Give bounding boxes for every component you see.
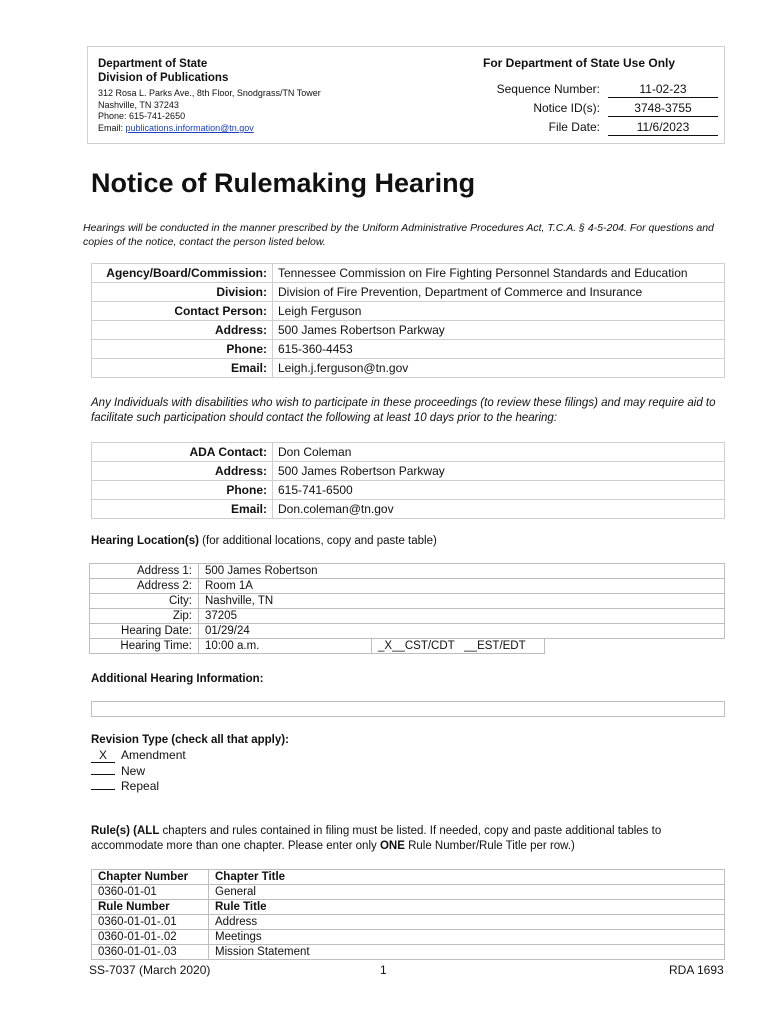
- dept-email-label: Email:: [98, 123, 124, 133]
- table-row: [90, 564, 725, 579]
- email-value: Leigh.j.ferguson@tn.gov: [273, 359, 725, 378]
- rule-title-header: Rule Title: [209, 900, 725, 915]
- loc-value: 500 James Robertson: [199, 564, 725, 579]
- table-row: [92, 481, 725, 500]
- table-row: [90, 594, 725, 609]
- chapter-number-header: Chapter Number: [92, 870, 209, 885]
- revision-checkbox[interactable]: X: [91, 748, 115, 763]
- additional-info-box: [91, 701, 725, 717]
- ada-table: [91, 442, 725, 519]
- ada-contact-value: Don Coleman: [273, 443, 725, 462]
- address-value: 500 James Robertson Parkway: [273, 321, 725, 340]
- rules-intro-a: Rule(s) (: [91, 825, 137, 837]
- rule-number: 0360-01-01-.03: [92, 945, 209, 960]
- rules-intro-all: ALL: [137, 825, 160, 837]
- use-only-title: For Department of State Use Only: [483, 56, 676, 70]
- ada-contact-key: ADA Contact:: [92, 443, 273, 462]
- loc-value: 01/29/24: [199, 624, 725, 639]
- table-row: [92, 462, 725, 481]
- table-row: [92, 321, 725, 340]
- rule-title: Mission Statement: [209, 945, 725, 960]
- agency-value: Tennessee Commission on Fire Fighting Personnel Standards and Education: [273, 264, 725, 283]
- hearing-location-title: Hearing Location(s): [91, 535, 199, 547]
- revision-checkbox[interactable]: [91, 789, 115, 790]
- loc-key: Hearing Time:: [90, 639, 199, 654]
- division-key: Division:: [92, 283, 273, 302]
- dept-email-link[interactable]: publications.information@tn.gov: [125, 123, 254, 133]
- rules-intro-c: Rule Number/Rule Title per row.): [404, 840, 575, 852]
- table-row: [92, 870, 725, 885]
- table-row: [92, 302, 725, 321]
- loc-value: Nashville, TN: [199, 594, 725, 609]
- table-row: [90, 624, 725, 639]
- loc-value: 10:00 a.m.: [199, 639, 372, 654]
- loc-key: Address 2:: [90, 579, 199, 594]
- table-row: [92, 900, 725, 915]
- revision-item: [91, 748, 186, 763]
- tz-cst: _X__CST/CDT: [378, 640, 455, 652]
- table-row: [92, 359, 725, 378]
- revision-checkbox[interactable]: [91, 774, 115, 775]
- ada-phone-value: 615-741-6500: [273, 481, 725, 500]
- table-row: [90, 579, 725, 594]
- dept-name: Department of State: [98, 58, 208, 70]
- revision-item: [91, 764, 145, 778]
- rule-title: Meetings: [209, 930, 725, 945]
- rule-number: 0360-01-01-.01: [92, 915, 209, 930]
- location-table: [89, 563, 725, 654]
- table-row: [92, 930, 725, 945]
- table-row: [92, 915, 725, 930]
- ada-address-value: 500 James Robertson Parkway: [273, 462, 725, 481]
- division-name: Division of Publications: [98, 72, 229, 84]
- rule-number: 0360-01-01-.02: [92, 930, 209, 945]
- ada-address-key: Address:: [92, 462, 273, 481]
- footer-rda: RDA 1693: [669, 963, 724, 977]
- rules-intro: [91, 824, 731, 854]
- revision-item: [91, 779, 159, 793]
- notice-id-label: Notice ID(s):: [533, 101, 600, 115]
- loc-key: City:: [90, 594, 199, 609]
- revision-title: Revision Type (check all that apply):: [91, 734, 289, 746]
- phone-key: Phone:: [92, 340, 273, 359]
- table-row: [92, 500, 725, 519]
- loc-key: Hearing Date:: [90, 624, 199, 639]
- table-row: [92, 264, 725, 283]
- dept-address: 312 Rosa L. Parks Ave., 8th Floor, Snodgrass/TN Tower: [98, 88, 321, 98]
- table-row: [92, 885, 725, 900]
- ada-phone-key: Phone:: [92, 481, 273, 500]
- table-row: [92, 945, 725, 960]
- table-row: [90, 609, 725, 624]
- table-row: [92, 443, 725, 462]
- chapter-title-header: Chapter Title: [209, 870, 725, 885]
- contact-key: Contact Person:: [92, 302, 273, 321]
- hearing-location-heading: [91, 535, 437, 547]
- additional-info-title: Additional Hearing Information:: [91, 673, 264, 685]
- revision-label: New: [121, 764, 146, 778]
- phone-value: 615-360-4453: [273, 340, 725, 359]
- timezone-select[interactable]: [372, 639, 545, 654]
- chapter-title: General: [209, 885, 725, 900]
- rule-number-header: Rule Number: [92, 900, 209, 915]
- hearing-location-note: (for additional locations, copy and paste table): [198, 535, 437, 547]
- notice-id-value: 3748-3755: [608, 101, 718, 117]
- revision-label: Amendment: [121, 748, 186, 762]
- ada-email-key: Email:: [92, 500, 273, 519]
- rules-intro-one: ONE: [379, 840, 405, 852]
- loc-value: Room 1A: [199, 579, 725, 594]
- address-key: Address:: [92, 321, 273, 340]
- chapter-number: 0360-01-01: [92, 885, 209, 900]
- table-row: [90, 639, 725, 654]
- file-date-label: File Date:: [548, 120, 600, 134]
- blank-cell: [545, 639, 725, 654]
- agency-key: Agency/Board/Commission:: [92, 264, 273, 283]
- rule-title: Address: [209, 915, 725, 930]
- ada-email-value: Don.coleman@tn.gov: [273, 500, 725, 519]
- ada-note: Any Individuals with disabilities who wish to participate in these proceedings (to review these filings) and may require aid to facilitate such participation should contact the following at least 10 days prior to the hearing:: [91, 397, 716, 424]
- dept-phone: Phone: 615-741-2650: [98, 111, 186, 121]
- dept-email-line: [98, 123, 254, 133]
- email-key: Email:: [92, 359, 273, 378]
- table-row: [92, 340, 725, 359]
- agency-table: [91, 263, 725, 378]
- rules-table: [91, 869, 725, 960]
- table-row: [92, 283, 725, 302]
- contact-value: Leigh Ferguson: [273, 302, 725, 321]
- division-value: Division of Fire Prevention, Department of Commerce and Insurance: [273, 283, 725, 302]
- sequence-value: 11-02-23: [608, 82, 718, 98]
- tz-est: __EST/EDT: [464, 640, 526, 652]
- sequence-label: Sequence Number:: [496, 82, 600, 96]
- revision-label: Repeal: [121, 779, 160, 793]
- file-date-value: 11/6/2023: [608, 120, 718, 136]
- footer-form: SS-7037 (March 2020): [89, 963, 211, 977]
- intro-text: Hearings will be conducted in the manner prescribed by the Uniform Administrative Procedures Act, T.C.A. § 4-5-204. For questions and copies of the notice, contact the person listed below.: [83, 222, 714, 248]
- loc-value: 37205: [199, 609, 725, 624]
- loc-key: Address 1:: [90, 564, 199, 579]
- footer-page: 1: [380, 963, 387, 977]
- page-title: Notice of Rulemaking Hearing: [91, 168, 476, 198]
- dept-city: Nashville, TN 37243: [98, 100, 179, 110]
- rules-intro-b: chapters and rules contained in filing must be listed. If needed, copy and paste additional tables to accommodate more than one chapter. Please enter only: [91, 825, 662, 852]
- loc-key: Zip:: [90, 609, 199, 624]
- header-box: [87, 46, 725, 144]
